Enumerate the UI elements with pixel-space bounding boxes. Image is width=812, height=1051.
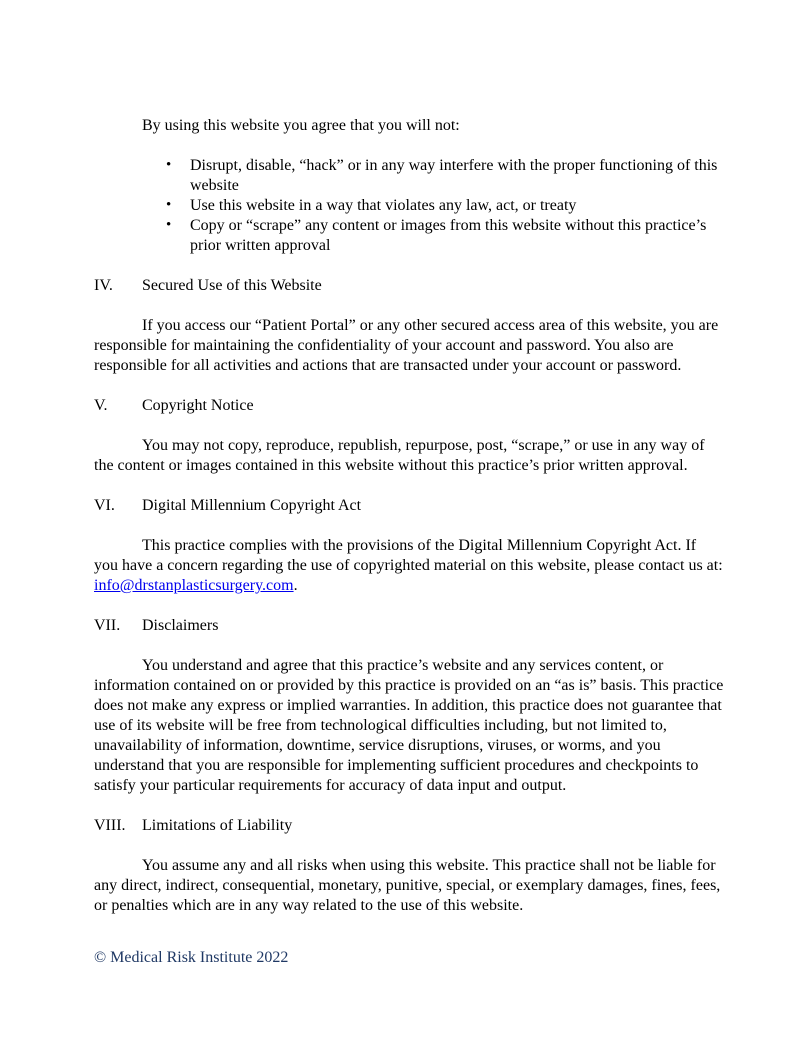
section-title: Disclaimers: [142, 617, 219, 634]
bullet-icon: •: [166, 157, 172, 173]
list-item-text: Copy or “scrape” any content or images from this website without this practice’s prior written approval: [190, 217, 707, 254]
list-item: [166, 196, 724, 216]
section-number: VI.: [94, 497, 115, 514]
section-body-viii: You assume any and all risks when using this website. This practice shall not be liable for any direct, indirect, consequential, monetary, punitive, special, or exemplary damages, fines, fees, or penalties which are in any way related to the use of this website.: [94, 857, 721, 914]
bullet-icon: •: [166, 197, 172, 213]
section-title: Digital Millennium Copyright Act: [142, 497, 362, 514]
list-item-text: Use this website in a way that violates any law, act, or treaty: [190, 197, 577, 214]
section-title: Secured Use of this Website: [142, 277, 322, 294]
section-heading-iv: [94, 276, 724, 296]
section-body-text-end: .: [293, 577, 298, 594]
section-heading-viii: [94, 816, 724, 836]
section-body-vi: [94, 536, 724, 596]
section-heading-vi: [94, 496, 724, 516]
list-item: [166, 156, 724, 196]
prohibited-actions-list: [94, 156, 724, 256]
document-page: [94, 116, 724, 916]
section-body-text: This practice complies with the provisions of the Digital Millennium Copyright Act. If you have a concern regarding the use of copyrighted material on this website, please contact us at:: [94, 537, 723, 574]
contact-email-link[interactable]: info@drstanplasticsurgery.com: [94, 577, 294, 594]
section-number: IV.: [94, 277, 113, 294]
section-title: Copyright Notice: [142, 397, 254, 414]
section-heading-v: [94, 396, 724, 416]
section-number: VIII.: [94, 817, 126, 834]
section-body-iv: If you access our “Patient Portal” or any other secured access area of this website, you are responsible for maintaining the confidentiality of your account and password. You also are responsible for all activities and actions that are transacted under your account or password.: [94, 317, 719, 374]
list-item-text: Disrupt, disable, “hack” or in any way interfere with the proper functioning of this website: [190, 157, 718, 194]
copyright-footer: © Medical Risk Institute 2022: [94, 949, 289, 966]
section-title: Limitations of Liability: [142, 817, 293, 834]
section-heading-vii: [94, 616, 724, 636]
section-number: VII.: [94, 617, 121, 634]
section-body-v: You may not copy, reproduce, republish, repurpose, post, “scrape,” or use in any way of the content or images contained in this website without this practice’s prior written approval.: [94, 437, 705, 474]
section-body-vii: You understand and agree that this practice’s website and any services content, or information contained on or provided by this practice is provided on an “as is” basis. This practice does not make any express or implied warranties. In addition, this practice does not guarantee that use of its website will be free from technological difficulties including, but not limited to, unavailability of information, downtime, service disruptions, viruses, or worms, and you understand that you are responsible for implementing sufficient procedures and checkpoints to satisfy your particular requirements for accuracy of data input and output.: [94, 657, 724, 794]
section-number: V.: [94, 397, 108, 414]
list-item: [166, 216, 724, 256]
intro-paragraph: By using this website you agree that you will not:: [142, 117, 460, 134]
bullet-icon: •: [166, 217, 172, 233]
